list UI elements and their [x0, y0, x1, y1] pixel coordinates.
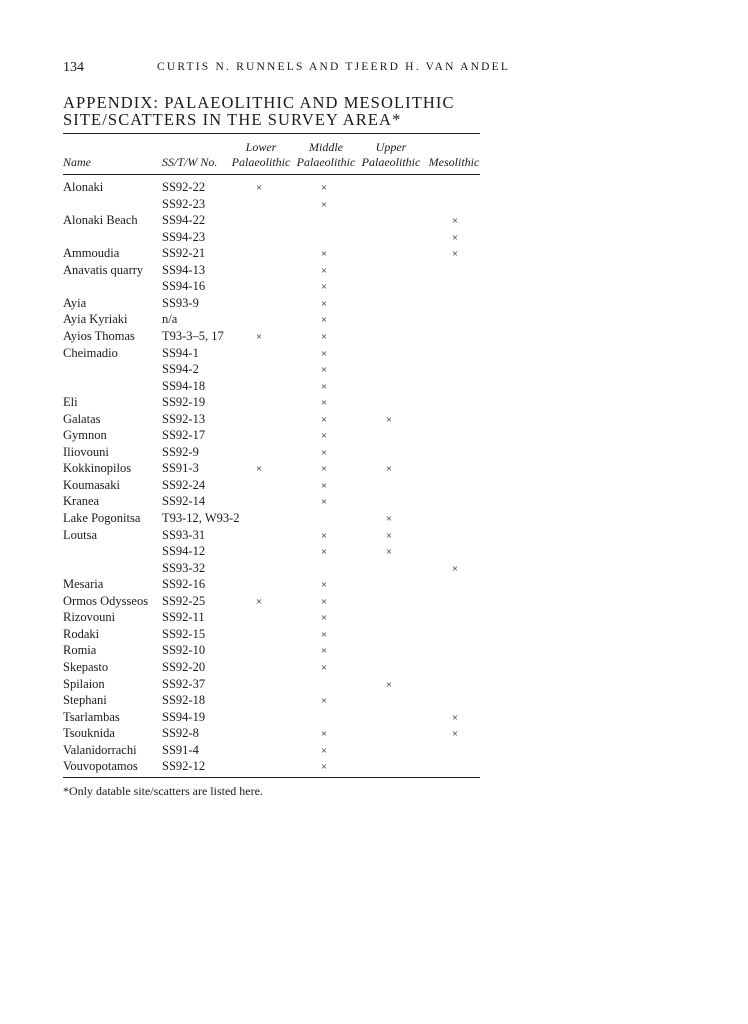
table-row [63, 659, 480, 676]
site-name: Rodaki [63, 626, 100, 641]
lower-palaeolithic-mark: × [255, 595, 263, 608]
site-name: Alonaki Beach [63, 213, 138, 228]
site-name: Alonaki [63, 180, 104, 194]
site-name: Spilaion [63, 676, 105, 691]
table-row [63, 692, 480, 709]
survey-number: SS94-18 [162, 378, 206, 393]
table-row [63, 179, 480, 196]
column-header-middle-palaeolithic: Middle Palaeolithic [296, 140, 356, 169]
site-name: Ammoudia [63, 246, 120, 261]
survey-number: SS93-32 [162, 560, 206, 575]
survey-number: SS92-13 [162, 411, 206, 426]
upper-palaeolithic-mark: × [385, 513, 393, 525]
middle-palaeolithic-mark: × [320, 628, 328, 641]
upper-palaeolithic-mark: × [385, 529, 393, 542]
middle-palaeolithic-mark: × [320, 297, 328, 310]
table-row [63, 742, 480, 759]
site-name: Cheimadio [63, 345, 118, 360]
upper-palaeolithic-mark: × [385, 546, 393, 559]
site-name: Vouvopotamos [63, 759, 138, 774]
site-name: Ayios Thomas [63, 329, 135, 343]
table-row [63, 642, 480, 659]
appendix-title [63, 94, 483, 128]
middle-palaeolithic-mark: × [320, 761, 328, 774]
middle-palaeolithic-mark: × [320, 496, 328, 509]
table-row [63, 278, 480, 295]
mesolithic-mark: × [451, 711, 459, 724]
site-name: Stephani [63, 693, 107, 708]
column-header-upper-palaeolithic: Upper Palaeolithic [361, 140, 421, 169]
lower-palaeolithic-mark: × [255, 463, 263, 476]
middle-palaeolithic-mark: × [320, 314, 328, 327]
column-header-lower-palaeolithic: Lower Palaeolithic [231, 140, 291, 169]
lower-palaeolithic-mark: × [255, 182, 263, 194]
middle-palaeolithic-mark: × [320, 529, 328, 542]
survey-number: SS94-12 [162, 544, 206, 559]
table-row [63, 543, 480, 560]
middle-palaeolithic-mark: × [320, 728, 328, 741]
table-row [63, 560, 480, 577]
survey-number: SS92-21 [162, 246, 206, 261]
table-top-rule [63, 133, 480, 134]
middle-palaeolithic-mark: × [320, 463, 328, 476]
table-row [63, 394, 480, 411]
table-header-rule [63, 174, 480, 175]
site-name: Ayia Kyriaki [63, 312, 128, 327]
mesolithic-mark: × [451, 728, 459, 741]
table-row [63, 378, 480, 395]
mesolithic-mark: × [451, 562, 459, 575]
survey-number: SS94-23 [162, 229, 206, 244]
upper-palaeolithic-mark: × [385, 678, 393, 691]
middle-palaeolithic-mark: × [320, 662, 328, 674]
upper-palaeolithic-mark: × [385, 463, 393, 476]
table-row [63, 527, 480, 544]
upper-palaeolithic-mark: × [385, 413, 393, 426]
site-name: Rizovouni [63, 610, 116, 625]
site-name: Kranea [63, 494, 100, 509]
site-name: Lake Pogonitsa [63, 511, 141, 525]
survey-number: SS92-14 [162, 494, 206, 509]
survey-number: SS92-10 [162, 643, 206, 658]
site-name: Skepasto [63, 660, 109, 674]
middle-palaeolithic-mark: × [320, 397, 328, 410]
table-row [63, 576, 480, 593]
table-row [63, 295, 480, 312]
middle-palaeolithic-mark: × [320, 612, 328, 625]
survey-number: SS94-2 [162, 362, 199, 377]
column-header-name: Name [63, 155, 91, 169]
table-row [63, 609, 480, 626]
table-row [63, 676, 480, 693]
site-name: Ormos Odysseos [63, 593, 149, 608]
site-name: Galatas [63, 411, 101, 426]
middle-palaeolithic-mark: × [320, 645, 328, 658]
site-name: Mesaria [63, 577, 104, 592]
lower-palaeolithic-mark: × [255, 331, 263, 343]
footnote: *Only datable site/scatters are listed here. [63, 784, 263, 798]
site-name: Gymnon [63, 428, 107, 443]
site-name: Tsarlambas [63, 709, 120, 724]
middle-palaeolithic-mark: × [320, 248, 328, 261]
table-row [63, 262, 480, 279]
middle-palaeolithic-mark: × [320, 579, 328, 592]
site-name: Iliovouni [63, 444, 109, 459]
survey-number: SS94-19 [162, 709, 206, 724]
middle-palaeolithic-mark: × [320, 546, 328, 559]
middle-palaeolithic-mark: × [320, 413, 328, 426]
middle-palaeolithic-mark: × [320, 331, 328, 343]
title-line-1: APPENDIX: PALAEOLITHIC AND MESOLITHIC [63, 93, 455, 112]
table-row [63, 725, 480, 742]
survey-number: SS92-24 [162, 477, 206, 492]
survey-number: SS92-9 [162, 444, 199, 459]
survey-number: SS92-11 [162, 610, 205, 625]
survey-number: SS92-37 [162, 676, 206, 691]
middle-palaeolithic-mark: × [320, 479, 328, 492]
survey-number: SS92-18 [162, 693, 206, 708]
title-line-2: SITE/SCATTERS IN THE SURVEY AREA* [63, 110, 402, 129]
mesolithic-mark: × [451, 248, 459, 261]
survey-number: SS92-16 [162, 577, 206, 592]
middle-palaeolithic-mark: × [320, 446, 328, 459]
table-row [63, 493, 480, 510]
survey-number: SS92-25 [162, 593, 206, 608]
survey-number: T93-12, W93-2 [162, 511, 240, 525]
survey-number: SS92-15 [162, 626, 206, 641]
survey-number: SS93-9 [162, 295, 199, 310]
table-row [63, 427, 480, 444]
site-name: Loutsa [63, 527, 98, 542]
table-row [63, 345, 480, 362]
site-name: Koumasaki [63, 477, 120, 492]
survey-number: SS92-19 [162, 395, 206, 410]
survey-number: SS94-22 [162, 213, 206, 228]
table-row [63, 212, 480, 229]
table-row [63, 444, 480, 461]
mesolithic-mark: × [451, 215, 459, 228]
table-row [63, 460, 480, 477]
survey-number: SS92-20 [162, 660, 206, 674]
survey-number: SS93-31 [162, 527, 206, 542]
table-row [63, 758, 480, 775]
table-bottom-rule [63, 777, 480, 778]
survey-number: SS92-12 [162, 759, 206, 774]
site-name: Eli [63, 395, 78, 410]
middle-palaeolithic-mark: × [320, 695, 328, 708]
survey-number: SS94-1 [162, 345, 199, 360]
table-row [63, 593, 480, 610]
middle-palaeolithic-mark: × [320, 281, 328, 294]
table-row [63, 510, 480, 527]
table-row [63, 709, 480, 726]
survey-number: n/a [162, 312, 178, 327]
middle-palaeolithic-mark: × [320, 364, 328, 377]
site-name: Anavatis quarry [63, 262, 144, 277]
middle-palaeolithic-mark: × [320, 380, 328, 393]
site-name: Valanidorrachi [63, 742, 137, 757]
site-name: Ayia [63, 295, 87, 310]
survey-number: T93-3–5, 17 [162, 329, 224, 343]
survey-number: SS92-23 [162, 196, 206, 211]
mesolithic-mark: × [451, 231, 459, 244]
table-row [63, 626, 480, 643]
table-row [63, 328, 480, 345]
survey-number: SS92-17 [162, 428, 206, 443]
column-header-mesolithic: Mesolithic [428, 155, 480, 169]
survey-number: SS91-4 [162, 742, 199, 757]
table-row [63, 196, 480, 213]
table-row [63, 311, 480, 328]
middle-palaeolithic-mark: × [320, 347, 328, 360]
table-row [63, 245, 480, 262]
column-header-number: SS/T/W No. [162, 155, 218, 169]
middle-palaeolithic-mark: × [320, 182, 328, 194]
survey-number: SS92-8 [162, 726, 199, 741]
middle-palaeolithic-mark: × [320, 595, 328, 608]
table-row [63, 411, 480, 428]
middle-palaeolithic-mark: × [320, 198, 328, 211]
table-row [63, 361, 480, 378]
table-row [63, 229, 480, 246]
survey-number: SS91-3 [162, 461, 199, 476]
middle-palaeolithic-mark: × [320, 430, 328, 443]
middle-palaeolithic-mark: × [320, 264, 328, 277]
site-name: Tsouknida [63, 726, 115, 741]
middle-palaeolithic-mark: × [320, 744, 328, 757]
survey-number: SS94-13 [162, 262, 206, 277]
survey-number: SS92-22 [162, 180, 206, 194]
page-number: 134 [63, 60, 84, 75]
survey-number: SS94-16 [162, 279, 206, 294]
table-row [63, 477, 480, 494]
running-head: CURTIS N. RUNNELS AND TJEERD H. VAN ANDEL [157, 61, 511, 73]
site-name: Kokkinopilos [63, 461, 132, 476]
site-name: Romia [63, 643, 97, 658]
